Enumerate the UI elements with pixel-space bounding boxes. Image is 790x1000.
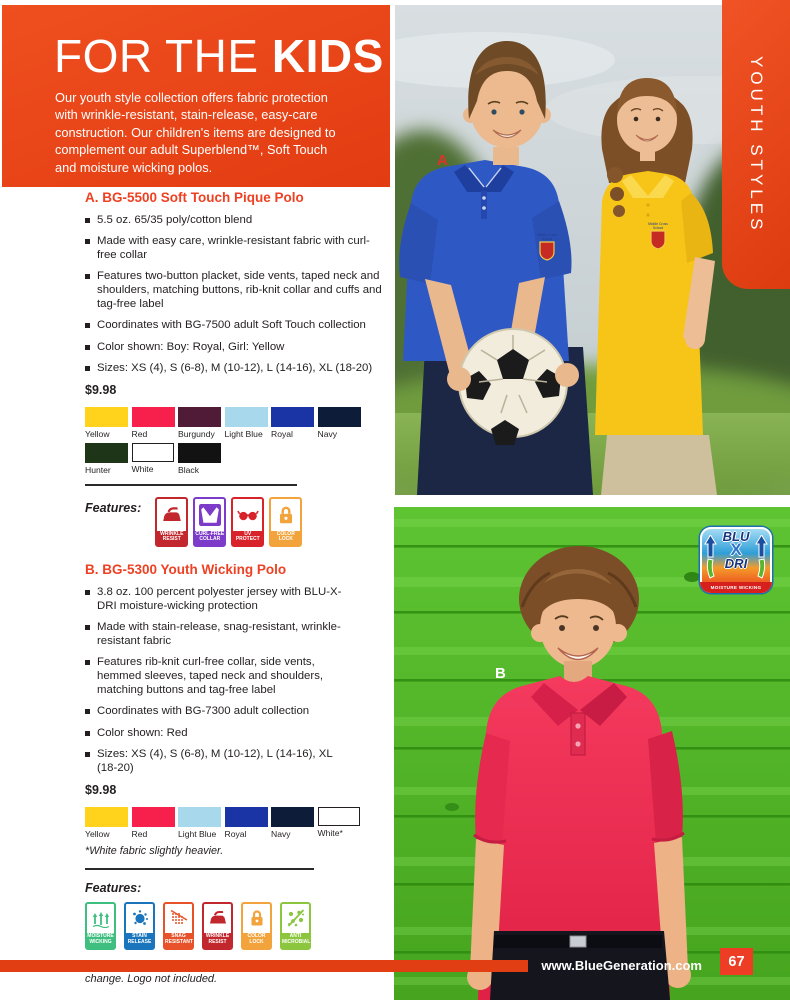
intro-line: Our youth style collection offers fabric protection [55, 90, 328, 105]
svg-text:School: School [541, 237, 553, 241]
photo-product-b [394, 507, 790, 1000]
color-swatch: White* [318, 807, 361, 839]
swatch-chip [178, 807, 221, 827]
color-swatch: Red [132, 407, 175, 439]
swatch-chip [271, 407, 314, 427]
bullet-item: Color shown: Red [85, 727, 343, 741]
swatch-chip [178, 443, 221, 463]
features-label: Features: [85, 880, 142, 895]
product-b-label: B [495, 665, 506, 682]
svg-text:Middle Cross: Middle Cross [537, 233, 557, 237]
divider-line [85, 868, 314, 870]
feature-icon-wrinkle-resist: WRINKLE RESIST [155, 497, 188, 547]
feature-icon-curl-free-collar: CURL-FREE COLLAR [193, 497, 226, 547]
feature-icon-color-lock: COLOR LOCK [241, 902, 272, 950]
swatch-chip [271, 807, 314, 827]
wicking-arrow-icon [704, 535, 717, 579]
footer-accent-bar [0, 960, 528, 972]
lock-icon [243, 904, 270, 933]
section-product-a [85, 190, 393, 547]
white-fabric-footnote: *White fabric slightly heavier. [85, 844, 224, 857]
bullet-item: Made with easy care, wrinkle-resistant fabric with curl-free collar [85, 235, 388, 263]
product-b-features [85, 881, 393, 950]
page-title [54, 29, 384, 83]
product-b-color-swatches [85, 807, 370, 839]
bullet-item: 5.5 oz. 65/35 poly/cotton blend [85, 214, 388, 228]
intro-line: and moisture wicking polos. [55, 159, 213, 175]
swatch-chip [225, 407, 268, 427]
badge-band-text: MOISTURE WICKING [700, 582, 772, 593]
color-swatch: Red [132, 807, 175, 839]
color-swatch: White [132, 443, 175, 475]
iron-icon [157, 499, 186, 530]
stain-splat-icon [126, 904, 153, 933]
product-b-price: $9.98 [85, 782, 117, 797]
page-number-badge: 67 [720, 948, 753, 975]
badge-dri-text: DRI [724, 556, 748, 571]
color-swatch: Royal [225, 807, 268, 839]
divider-line [85, 484, 297, 486]
feature-icon-moisture-wicking: MOISTURE WICKING [85, 902, 116, 950]
color-swatch: Royal [271, 407, 314, 439]
header-block [2, 5, 390, 187]
lock-icon [271, 499, 300, 530]
color-swatch: Yellow [85, 407, 128, 439]
intro-line: with wrinkle-resistant, stain-release, easy-care [55, 107, 318, 123]
bullet-item: Coordinates with BG-7300 adult collection [85, 705, 343, 719]
wicking-arrow-icon [755, 535, 768, 579]
swatch-chip [132, 807, 175, 827]
disclaimer-line: change. Logo not included. [85, 973, 218, 986]
feature-icon-wrinkle-resist: WRINKLE RESIST [202, 902, 233, 950]
bullet-item: Coordinates with BG-7500 adult Soft Touch collection [85, 319, 388, 333]
svg-text:Middle Cross: Middle Cross [648, 222, 668, 226]
swatch-chip [85, 443, 128, 463]
swatch-chip [225, 807, 268, 827]
side-tab-label: YOUTH STYLES [747, 55, 766, 234]
product-a-bullets [85, 214, 388, 376]
swatch-chip [132, 407, 175, 427]
product-a-label: A [437, 152, 448, 169]
swatch-chip [318, 807, 360, 826]
mesh-needle-icon [165, 904, 192, 933]
section-product-b [85, 562, 393, 987]
feature-icon-uv-protect: UV PROTECT [231, 497, 264, 547]
color-swatch: Burgundy [178, 407, 221, 439]
intro-paragraph [55, 89, 336, 176]
bullet-item: Features two-button placket, side vents, taped neck and shoulders, matching buttons, rib-knit collar and cuffs and tag-free label [85, 270, 388, 311]
intro-line: construction. Our children's items are designed to [55, 124, 336, 140]
feature-icon-stain-release: STAIN RELEASE [124, 902, 155, 950]
sunglasses-icon [233, 499, 262, 530]
product-a-features [85, 497, 393, 547]
intro-line: complement our adult Superblend™, Soft Touch [55, 142, 328, 158]
product-b-title: B. BG-5300 Youth Wicking Polo [85, 562, 287, 578]
bullet-item: Color shown: Boy: Royal, Girl: Yellow [85, 341, 388, 355]
bullet-item: Sizes: XS (4), S (6-8), M (10-12), L (14-16), XL (18-20) [85, 748, 343, 776]
collar-icon [195, 499, 224, 530]
badge-x-text: X [730, 540, 742, 559]
page-title-light: FOR THE [54, 30, 259, 82]
microbes-icon [282, 904, 309, 933]
color-swatch: Black [178, 443, 221, 475]
page-title-bold: KIDS [258, 30, 384, 82]
swatch-chip [85, 407, 128, 427]
feature-icon-color-lock: COLOR LOCK [269, 497, 302, 547]
feature-icon-anti-microbial: ANTI MICROBIAL [280, 902, 311, 950]
color-swatch: Yellow [85, 807, 128, 839]
swatch-chip [85, 807, 128, 827]
blu-x-dri-badge [700, 527, 772, 593]
color-swatch: Light Blue [225, 407, 268, 439]
bullet-item: Made with stain-release, snag-resistant, wrinkle-resistant fabric [85, 621, 343, 649]
color-swatch: Navy [271, 807, 314, 839]
side-tab-youth-styles [722, 0, 790, 289]
badge-blu-text: BLU [722, 529, 750, 544]
product-a-title: A. BG-5500 Soft Touch Pique Polo [85, 190, 304, 205]
bullet-item: Features rib-knit curl-free collar, side vents, hemmed sleeves, taped neck and shoulders, matching buttons and tag-free label [85, 656, 343, 697]
color-swatch: Navy [318, 407, 361, 439]
feature-icon-snag-resistant: SNAG RESISTANT [163, 902, 194, 950]
product-b-bullets [85, 586, 343, 775]
color-swatch: Light Blue [178, 807, 221, 839]
color-swatch: Hunter [85, 443, 128, 475]
product-a-price: $9.98 [85, 383, 117, 398]
bullet-item: 3.8 oz. 100 percent polyester jersey with BLU-X-DRI moisture-wicking protection [85, 586, 343, 614]
swatch-chip [132, 443, 174, 462]
svg-text:School: School [652, 226, 664, 230]
bullet-item: Sizes: XS (4), S (6-8), M (10-12), L (14-16), XL (18-20) [85, 362, 388, 376]
swatch-chip [318, 407, 361, 427]
moisture-arrows-icon [87, 904, 114, 933]
features-label: Features: [85, 501, 142, 516]
product-a-color-swatches [85, 407, 370, 475]
website-link[interactable]: www.BlueGeneration.com [541, 958, 702, 973]
swatch-chip [178, 407, 221, 427]
iron-icon [204, 904, 231, 933]
product-details-column [85, 190, 393, 987]
